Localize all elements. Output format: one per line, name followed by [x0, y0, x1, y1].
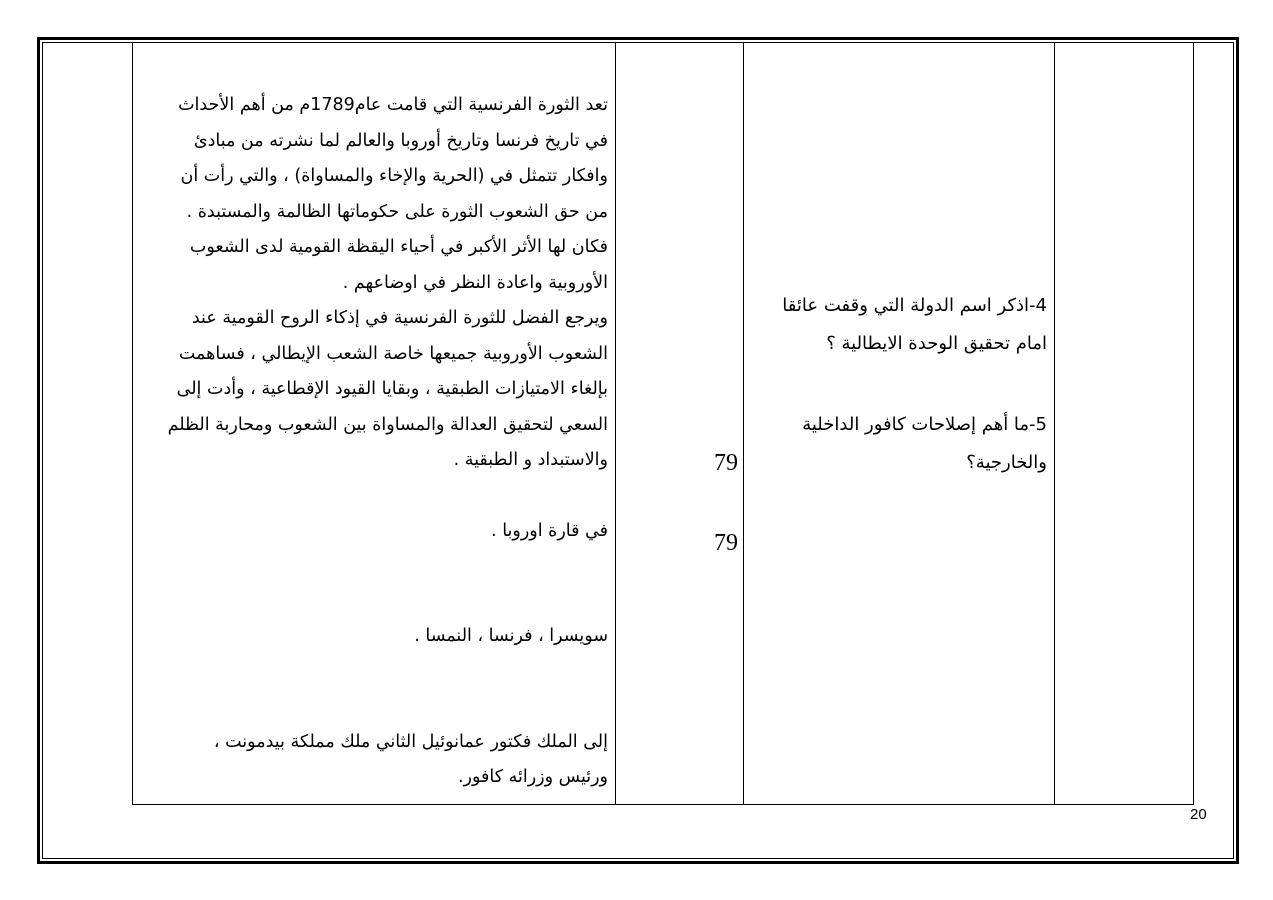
- table-border-right: [1193, 42, 1194, 804]
- answer-line: السعي لتحقيق العدالة والمساواة بين الشعوب ومحاربة الظلم: [167, 414, 608, 435]
- question-5: [762, 406, 1047, 482]
- answer-line: في تاريخ فرنسا وتاريخ أوروبا والعالم لما نشرته من مبادئ: [193, 130, 608, 151]
- answer-line: الشعوب الأوروبية جميعها خاصة الشعب الإيطالي ، فساهمت: [178, 343, 608, 364]
- question-4: [762, 287, 1047, 363]
- question-5-line: والخارجية؟: [966, 452, 1047, 473]
- answer-3: في قارة اوروبا .: [491, 520, 608, 541]
- question-4-line: امام تحقيق الوحدة الايطالية ؟: [826, 333, 1047, 354]
- answers-column: [140, 88, 608, 796]
- table-bottom-border: [132, 804, 1194, 805]
- answer-line: فكان لها الأثر الأكبر في أحياء اليقظة القومية لدى الشعوب: [189, 237, 608, 257]
- page-ref-2: 79: [714, 530, 738, 556]
- table-divider-3: [1054, 42, 1055, 804]
- answer-4: سويسرا ، فرنسا ، النمسا .: [414, 626, 608, 646]
- question-5-line: 5-ما أهم إصلاحات كافور الداخلية: [802, 414, 1047, 435]
- page-ref-1: 79: [714, 450, 738, 476]
- answer-line: بإلغاء الامتيازات الطبقية ، وبقايا القيود الإقطاعية ، وأدت إلى: [176, 379, 608, 399]
- table-divider-1: [615, 42, 616, 804]
- answer-line: الأوروبية واعادة النظر في اوضاعهم .: [342, 272, 608, 293]
- answer-line: ويرجع الفضل للثورة الفرنسية في إذكاء الروح القومية عند: [191, 308, 608, 328]
- table-divider-2: [743, 42, 744, 804]
- answer-line: والاستبداد و الطبقية .: [453, 450, 608, 470]
- answer-5-line: ورئيس وزرائه كافور.: [457, 767, 608, 787]
- question-4-line: 4-اذكر اسم الدولة التي وقفت عائقا: [782, 295, 1047, 316]
- answer-5-line: إلى الملك فكتور عمانوئيل الثاني ملك مملكة بيدمونت ،: [213, 731, 608, 752]
- page-number: 20: [1190, 806, 1207, 823]
- answer-line: وافكار تتمثل في (الحرية والإخاء والمساواة) ، والتي رأت أن: [180, 166, 608, 186]
- table-border-left: [132, 42, 133, 804]
- answer-line: من حق الشعوب الثورة على حكوماتها الظالمة والمستبدة .: [186, 201, 608, 222]
- answer-line: تعد الثورة الفرنسية التي قامت عام1789م من أهم الأحداث: [178, 95, 608, 115]
